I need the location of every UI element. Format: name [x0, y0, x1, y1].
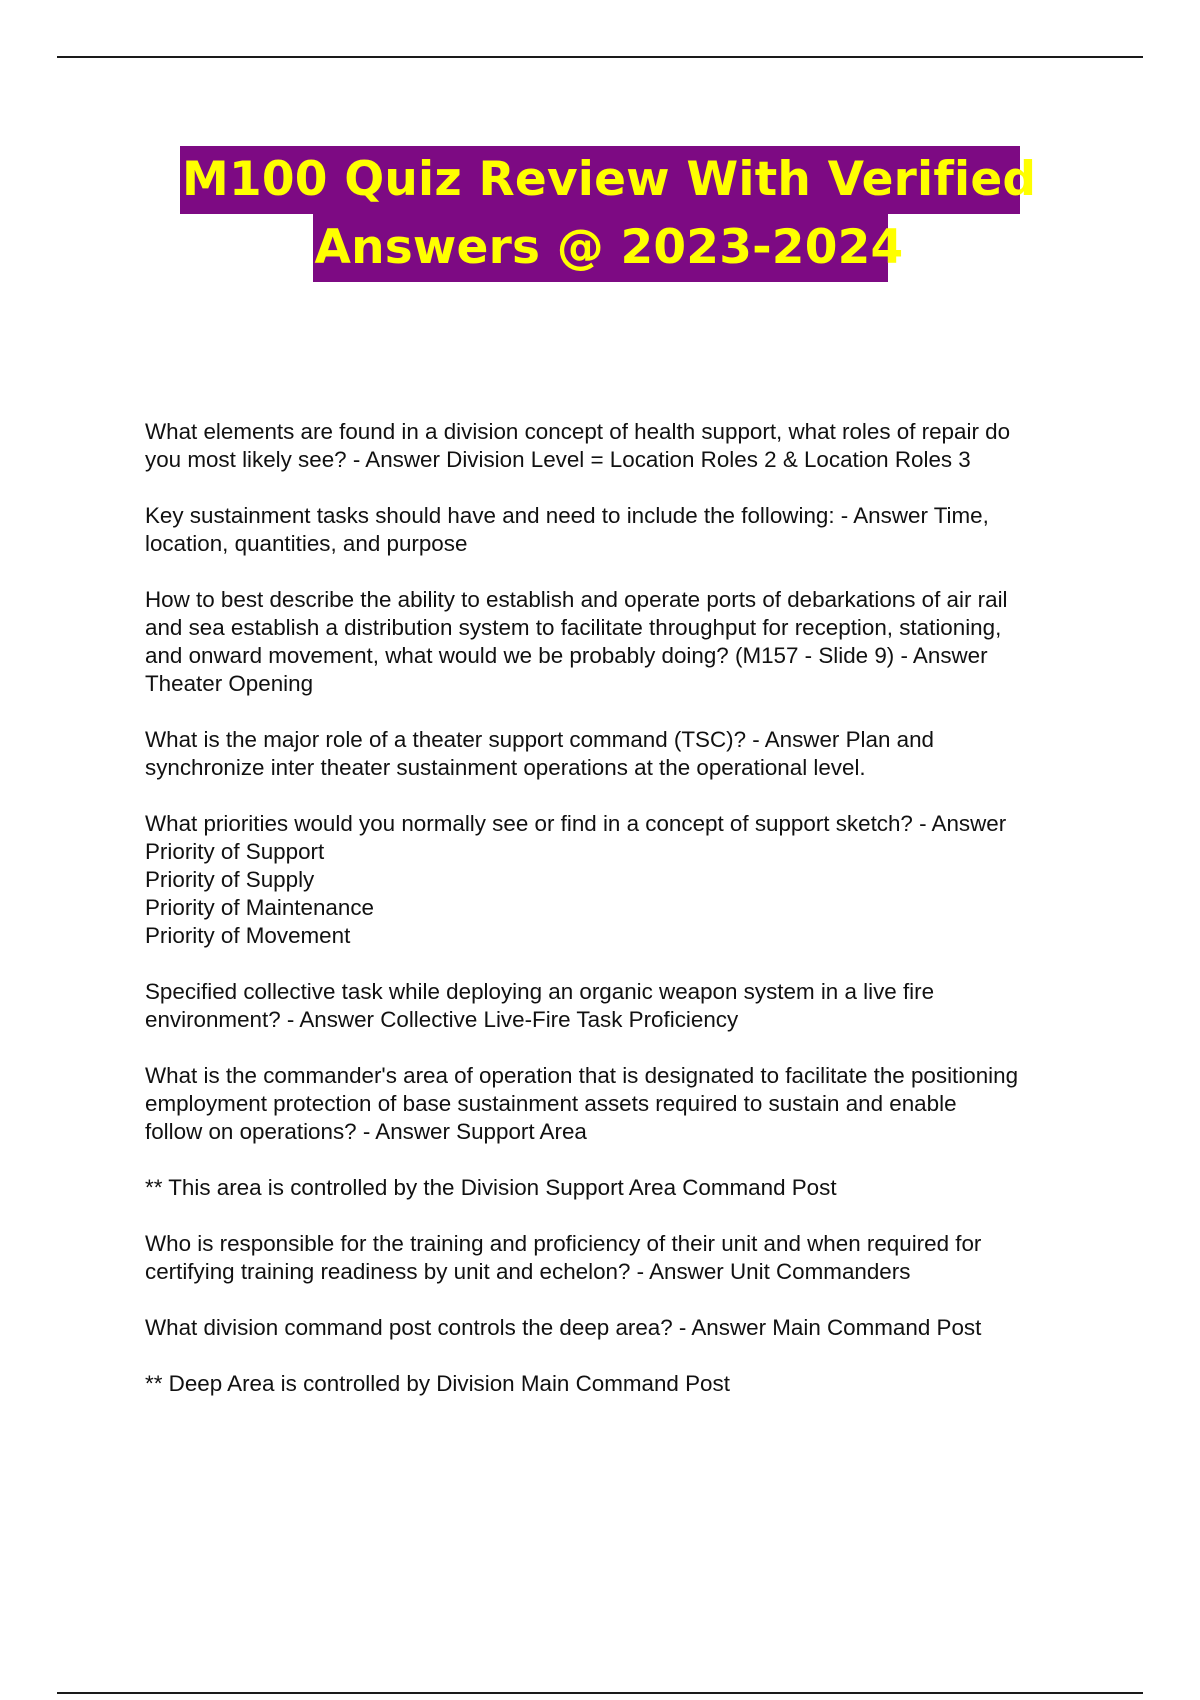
entry-line: you most likely see? - Answer Division Level = Location Roles 2 & Location Roles 3 [145, 447, 971, 472]
entry-line: Who is responsible for the training and proficiency of their unit and when required for [145, 1231, 982, 1256]
document-title [0, 146, 1200, 282]
entry-line: environment? - Answer Collective Live-Fire Task Proficiency [145, 1007, 739, 1032]
qa-entry [145, 810, 1095, 950]
entry-line: and sea establish a distribution system to facilitate throughput for reception, stationing, [145, 615, 1002, 640]
qa-content [145, 418, 1095, 1426]
qa-entry [145, 1230, 1095, 1286]
entry-line: What is the commander's area of operation that is designated to facilitate the positioning [145, 1063, 1019, 1088]
entry-line: Priority of Movement [145, 923, 351, 948]
entry-line: follow on operations? - Answer Support Area [145, 1119, 587, 1144]
entry-line: What elements are found in a division concept of health support, what roles of repair do [145, 419, 1011, 444]
entry-line: Key sustainment tasks should have and need to include the following: - Answer Time, [145, 503, 989, 528]
header-rule [57, 56, 1143, 58]
entry-line: certifying training readiness by unit and echelon? - Answer Unit Commanders [145, 1259, 911, 1284]
qa-entry [145, 726, 1095, 782]
entry-line: ** Deep Area is controlled by Division Main Command Post [145, 1371, 730, 1396]
title-line-2: Answers @ 2023-2024 [313, 214, 888, 282]
qa-note [145, 1370, 1095, 1398]
entry-line: location, quantities, and purpose [145, 531, 468, 556]
entry-line: Specified collective task while deploying an organic weapon system in a live fire [145, 979, 935, 1004]
entry-line: How to best describe the ability to establish and operate ports of debarkations of air rail [145, 587, 1008, 612]
entry-line: What priorities would you normally see or find in a concept of support sketch? - Answer [145, 811, 1007, 836]
entry-line: ** This area is controlled by the Division Support Area Command Post [145, 1175, 837, 1200]
title-line-1: M100 Quiz Review With Verified [180, 146, 1020, 214]
qa-entry [145, 586, 1095, 698]
entry-line: What is the major role of a theater support command (TSC)? - Answer Plan and [145, 727, 934, 752]
entry-line: synchronize inter theater sustainment operations at the operational level. [145, 755, 866, 780]
entry-line: employment protection of base sustainment assets required to sustain and enable [145, 1091, 957, 1116]
entry-line: Priority of Supply [145, 867, 315, 892]
qa-entry [145, 418, 1095, 474]
qa-note [145, 1174, 1095, 1202]
entry-line: and onward movement, what would we be probably doing? (M157 - Slide 9) - Answer [145, 643, 988, 668]
qa-entry [145, 978, 1095, 1034]
qa-entry [145, 1314, 1095, 1342]
entry-line: Theater Opening [145, 671, 314, 696]
entry-line: What division command post controls the deep area? - Answer Main Command Post [145, 1315, 982, 1340]
qa-entry [145, 502, 1095, 558]
entry-line: Priority of Support [145, 839, 325, 864]
qa-entry [145, 1062, 1095, 1146]
entry-line: Priority of Maintenance [145, 895, 374, 920]
footer-rule [57, 1692, 1143, 1694]
